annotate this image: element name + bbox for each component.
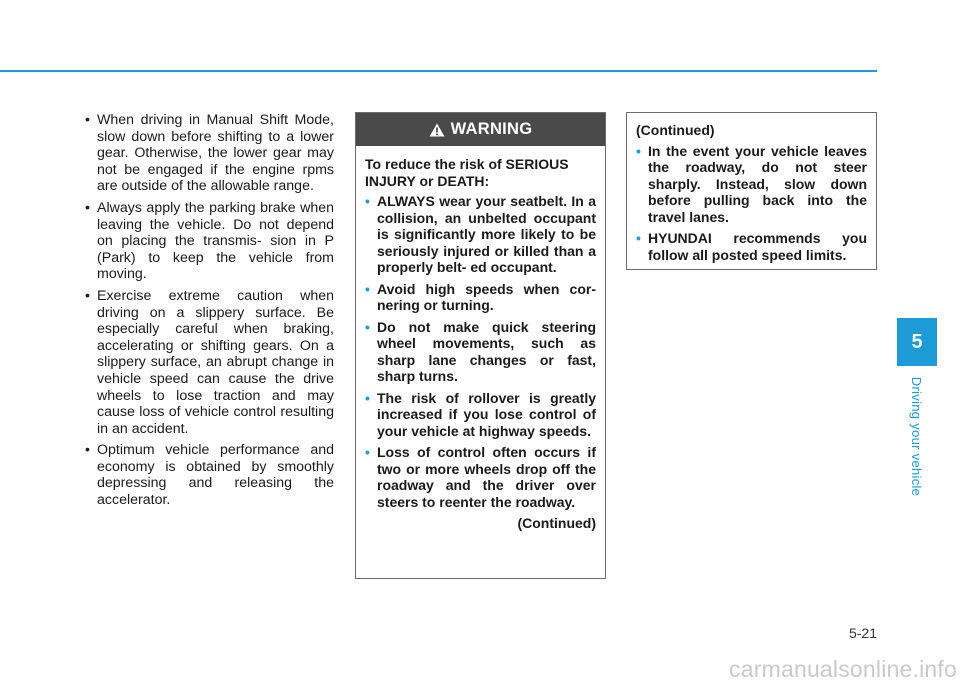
bullet: • <box>636 142 641 159</box>
chapter-tab-number: 5 <box>897 318 937 366</box>
warning-header <box>356 113 605 146</box>
warning-triangle-icon <box>429 123 445 137</box>
bullet: • <box>85 442 90 459</box>
warning-bullet: • Do not make quick steering wheel movements, such as sharp lane changes or fast, sharp turns. <box>365 318 596 384</box>
bullet: • <box>85 199 90 216</box>
warning-title: WARNING <box>450 120 533 138</box>
bullet: • <box>365 389 370 406</box>
continued-bullet: • In the event your vehicle leaves the roadway, do not steer sharply. Instead, slow down before pulling back into the travel lanes. <box>636 142 867 225</box>
bullet: • <box>636 230 641 246</box>
list-item-text: Always apply the parking brake when leaving the vehicle. Do not depend on placing the transmis- sion in P (Park) to keep the vehicle from moving. <box>97 199 334 283</box>
list-item <box>85 112 334 195</box>
continued-body <box>627 113 876 263</box>
warning-bullet: • Loss of control often occurs if two or more wheels drop off the roadway and the driver over steers to reenter the roadway. <box>365 444 596 510</box>
warning-intro: To reduce the risk of SERIOUS INJURY or DEATH: <box>365 156 569 189</box>
warning-bullet: • Avoid high speeds when cor- nering or turning. <box>365 280 596 313</box>
list-item <box>85 200 334 283</box>
list-item-text: When driving in Manual Shift Mode, slow down before shifting to a lower gear. Otherwise, the lower gear may not be engaged if the engine rpms are outside of the allowable range. <box>97 112 334 195</box>
page-number: 5-21 <box>848 625 877 641</box>
list-item-text: Optimum vehicle performance and economy is obtained by smoothly depressing and releasing the accelerator. <box>97 442 334 509</box>
bullet: • <box>365 280 370 297</box>
bullet: • <box>365 318 370 335</box>
continued-bullet: • HYUNDAI recommends you follow all posted speed limits. <box>636 230 867 263</box>
continued-box <box>626 112 877 270</box>
warning-body <box>356 146 605 532</box>
bullet: • <box>85 112 90 128</box>
watermark: carmanualsonline.info <box>729 656 957 682</box>
list-item <box>85 442 334 508</box>
bullet: • <box>365 444 370 460</box>
header-rule <box>0 70 877 72</box>
continued-label: (Continued) <box>517 515 596 531</box>
warning-bullet: • The risk of rollover is greatly increased if you lose control of your vehicle at highway speeds. <box>365 389 596 439</box>
warning-box <box>355 112 606 579</box>
warning-bullet: • ALWAYS wear your seatbelt. In a collision, an unbelted occupant is significantly more likely to be seriously injured or killed than a properly belt- ed occupant. <box>365 193 596 275</box>
list-item <box>85 288 334 437</box>
left-column <box>85 112 334 514</box>
chapter-tab-label <box>897 372 937 500</box>
continued-heading: (Continued) <box>636 122 715 138</box>
bullet: • <box>365 193 370 209</box>
chapter-title: Driving your vehicle <box>909 376 925 496</box>
bullet: • <box>85 287 90 304</box>
list-item-text: Exercise extreme caution when driving on a slippery surface. Be especially careful when braking, accelerating or shifting gears. On a slippery surface, an abrupt change in vehicle speed can cause the drive wheels to lose traction and may cause loss of vehicle control resulting in an accident. <box>97 287 334 437</box>
